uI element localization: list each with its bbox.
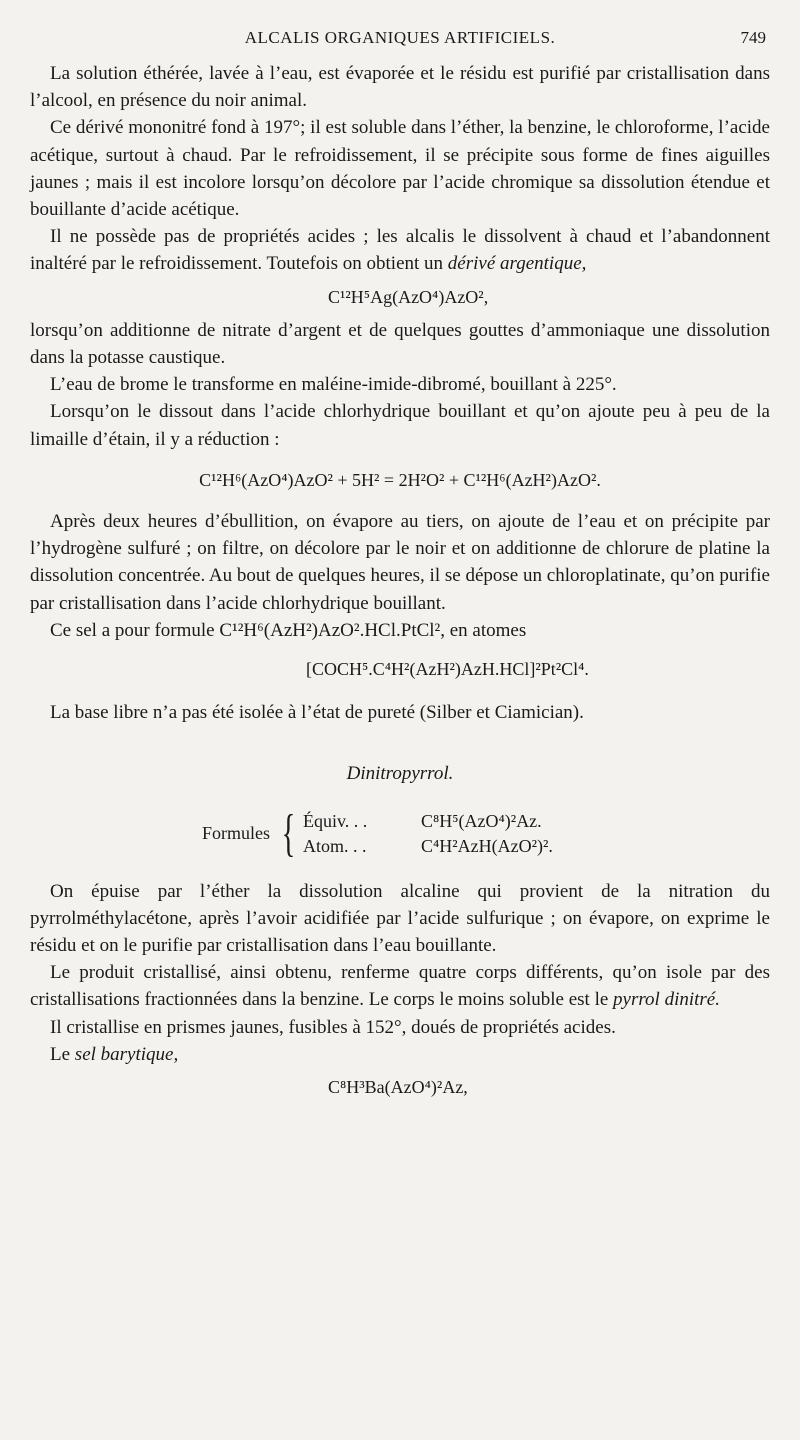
section-title: Dinitropyrrol.: [346, 763, 454, 785]
paragraph-9: La base libre n’a pas été isolée à l’état de pureté (Silber et Ciamician).: [50, 702, 584, 724]
formulas-label: Formules: [202, 823, 271, 844]
formula-row-value: C⁸H⁵(AzO⁴)²Az.: [420, 810, 542, 831]
paragraph-8: Ce sel a pour formule C¹²H⁶(AzH²)AzO².HCl.PtCl², en atomes: [50, 619, 527, 641]
paragraph-5: L’eau de brome le transforme en maléine-imide-dibromé, bouillant à 225°.: [50, 374, 617, 396]
paragraph-11: [30, 959, 770, 1013]
page-number: 749: [740, 28, 766, 47]
page-header: [0, 28, 800, 52]
formula-row-atom: [303, 834, 553, 859]
paragraph-13: [30, 1041, 770, 1068]
paragraph-11-italic: pyrrol dinitré.: [613, 989, 720, 1011]
paragraph-2: Ce dérivé mononitré fond à 197°; il est soluble dans l’éther, la benzine, le chloroforme, l’acide acétique, surtout à chaud. Par le refroidissement, il se précipite sous forme de fines aiguilles jaunes ; mais il est incolore lorsqu’on décolore par l’acide chromique sa dissolution étendue et bouillante d’acide acétique.: [30, 117, 770, 221]
paragraph-11-text: Le produit cristallisé, ainsi obtenu, renferme quatre corps différents, qu’on isole par des cristallisations fractionnées dans la benzine. Le corps le moins soluble est le: [30, 962, 770, 1011]
body-text: [30, 60, 770, 1101]
formula-row-key: Équiv. . .: [302, 810, 368, 831]
formula-row-key: Atom. . .: [302, 835, 367, 856]
paragraph-3-italic: dérivé argentique,: [447, 253, 587, 275]
formulas-block: [202, 804, 770, 862]
paragraph-7: Après deux heures d’ébullition, on évapore au tiers, on ajoute de l’eau et on précipite par l’hydrogène sulfuré ; on filtre, on décolore par le noir et on additionne de chlorure de platine la dissolution concentrée. Au bout de quelques heures, il se dépose un chloroplatinate, qu’on purifie par cristallisation dans l’acide chlorhydrique bouillant.: [30, 511, 770, 614]
paragraph-12: Il cristallise en prismes jaunes, fusibles à 152°, doués de propriétés acides.: [50, 1016, 616, 1038]
brace-icon: {: [281, 804, 296, 862]
paragraph-3: [30, 223, 770, 277]
paragraph-6: Lorsqu’on le dissout dans l’acide chlorhydrique bouillant et qu’on ajoute peu à peu de la limaille d’étain, il y a réduction :: [30, 401, 770, 450]
paragraph-10: On épuise par l’éther la dissolution alcaline qui provient de la nitration du pyrrolméthylacétone, après l’avoir acidifiée par l’acide sulfurique ; on évapore, on exprime le résidu et on le purifie par cristallisation dans l’eau bouillante.: [30, 880, 770, 957]
formula-silver-derivative: C¹²H⁵Ag(AzO⁴)AzO²,: [328, 286, 489, 307]
paragraph-1: La solution éthérée, lavée à l’eau, est évaporée et le résidu est purifié par cristallisation dans l’alcool, en présence du noir animal.: [30, 63, 770, 112]
running-head: ALCALIS ORGANIQUES ARTIFICIELS.: [244, 28, 556, 47]
formula-reduction: C¹²H⁶(AzO⁴)AzO² + 5H² = 2H²O² + C¹²H⁶(AzH²)AzO².: [199, 469, 601, 490]
formula-row-value: C⁴H²AzH(AzO²)².: [420, 835, 553, 856]
paragraph-4: lorsqu’on additionne de nitrate d’argent et de quelques gouttes d’ammoniaque une dissolution dans la potasse caustique.: [30, 319, 770, 369]
formulas-rows: [303, 809, 553, 859]
paragraph-13-text: Le: [50, 1043, 75, 1065]
formula-barium-salt: C⁸H³Ba(AzO⁴)²Az,: [328, 1077, 468, 1098]
paragraph-3-text: Il ne possède pas de propriétés acides ; les alcalis le dissolvent à chaud et l’abandonnent inaltéré par le refroidissement. Toutefois on obtient un: [30, 226, 770, 275]
formula-chloroplatinate: [COCH⁵.C⁴H²(AzH²)AzH.HCl]²Pt²Cl⁴.: [306, 659, 589, 680]
paragraph-13-italic: sel barytique,: [74, 1043, 179, 1065]
formula-row-equiv: [303, 809, 553, 834]
